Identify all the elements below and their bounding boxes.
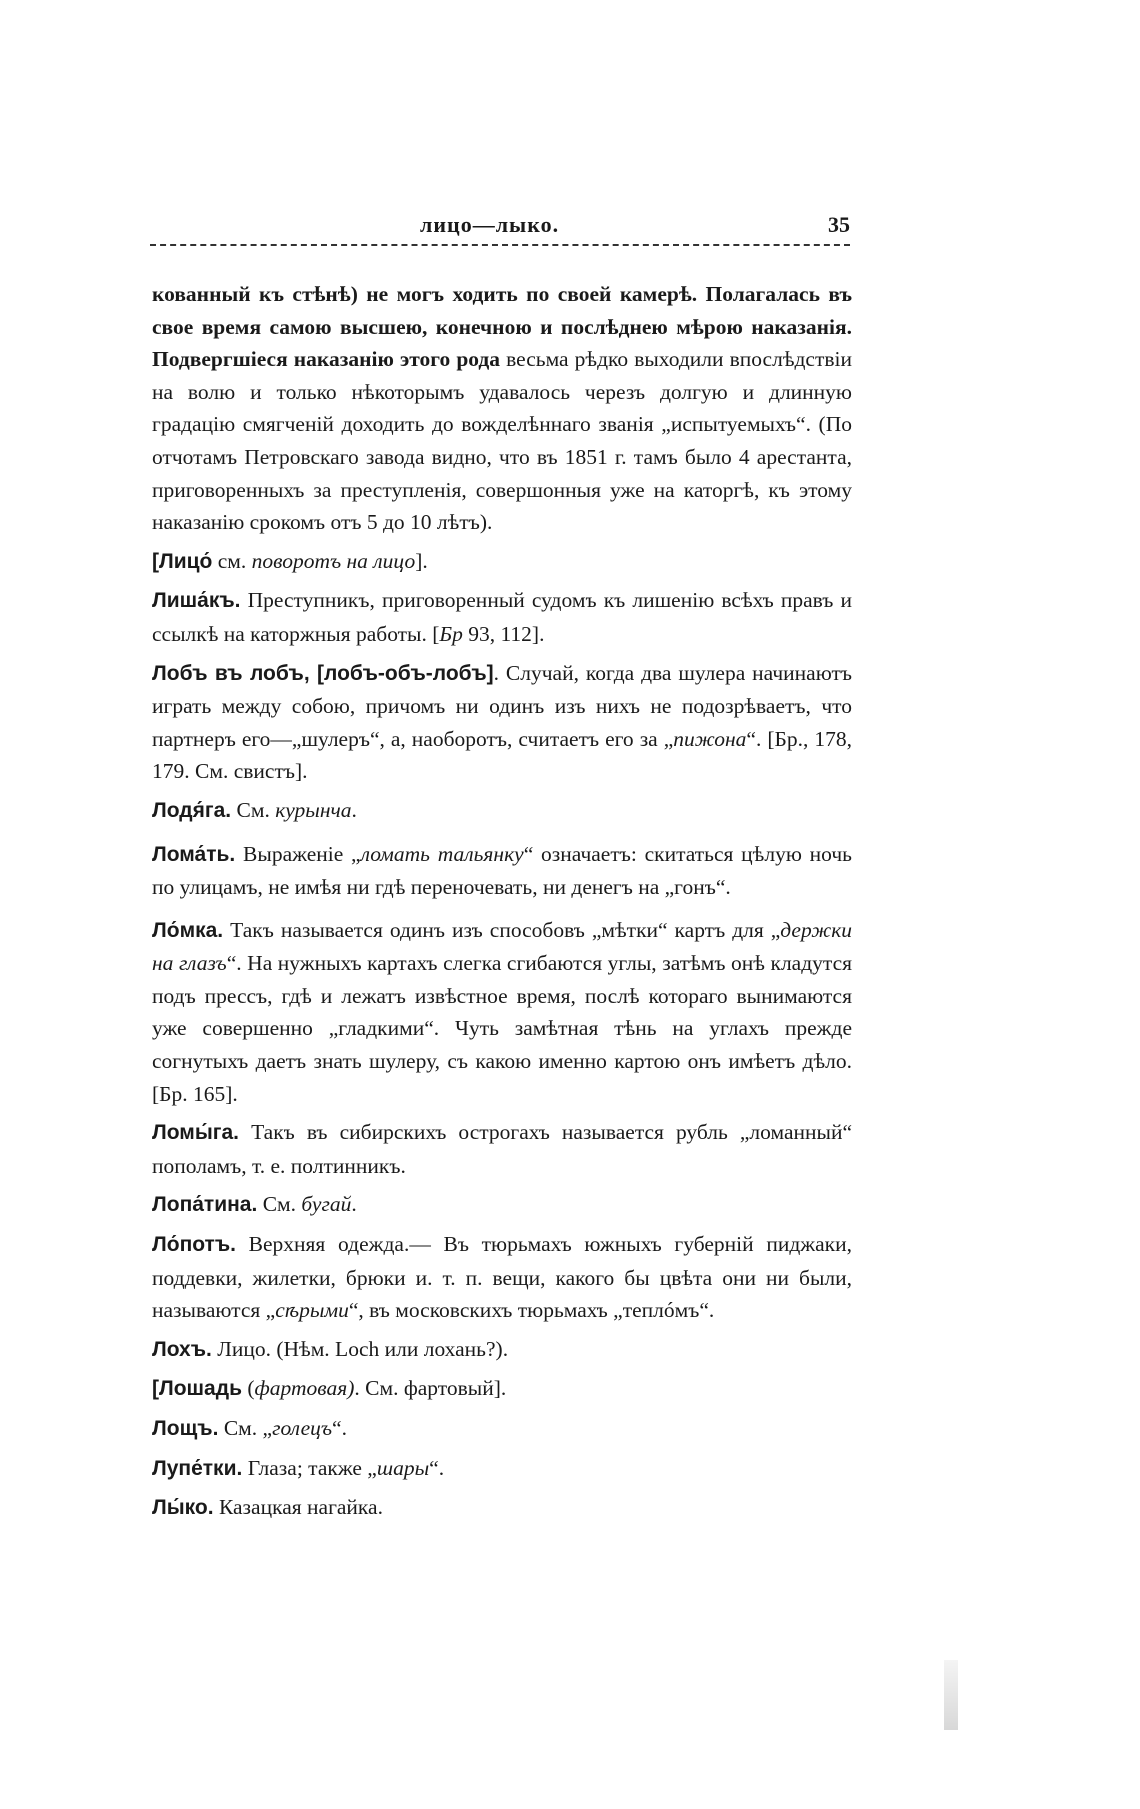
entry-definition: Такъ въ сибирскихъ острогахъ называется рубль „ломанный“ пополамъ, т. е. полтинникъ. [152,1120,852,1178]
entry-definition: см. [212,548,252,573]
headword: Лобъ въ лобъ, [лобъ-объ-лобъ] [152,661,494,685]
entry-lupetki [152,1452,852,1486]
continued-entry-normal: весьма рѣдко выходили впослѣдствіи на волю и только нѣкоторымъ удавалось черезъ долгую и длинную градацію смягченій доходить до вожделѣннаго званія „испытуемыхъ“. (По отчотамъ Петровскаго завода видно, что въ 1851 г. тамъ было 4 арестанта, приговоренныхъ за преступленія, совершонныя уже на каторгѣ, къ этому наказанію срокомъ отъ 5 до 10 лѣтъ). [152,347,853,535]
headword: Лома́ть. [152,842,236,866]
entry-definition: См. [257,1192,302,1217]
continued-entry-bold: кованный къ стѣнѣ) не могъ ходить по своей камерѣ. Полагалась въ свое время самою высшею, конечною и послѣднею мѣрою наказанія. Подвергшіеся наказанію этого рода [152,282,852,372]
entry-definition: См. [231,797,276,822]
header-rule [150,244,850,246]
entry-lomyga [152,1116,852,1182]
entry-definition: Верхняя одежда.— Въ тюрьмахъ южныхъ губерній пиджаки, поддевки, жилетки, брюки и. т. п. вещи, какого бы цвѣта они ни были, называются „ [152,1232,852,1323]
dictionary-text [152,278,852,1525]
scan-shadow [944,1660,958,1730]
headword: Лодя́га. [152,798,232,822]
headword: Ло́мка. [152,918,224,942]
entry-definition: См. „ [218,1416,273,1440]
entry-lob-v-lob [152,657,852,788]
entry-tail: . См. фартовый]. [354,1376,507,1401]
headword: Лохъ. [152,1337,212,1361]
entry-tail: “. [Бр., 178, 179. См. свистъ]. [152,726,852,784]
entry-reference: курынча [275,797,352,822]
headword: Лупе́тки. [152,1456,243,1480]
entry-lopot [152,1228,852,1327]
headword: Лы́ко. [152,1496,214,1520]
entry-lokh [152,1333,852,1367]
entry-definition: . Случай, когда два шулера начинаютъ играть между собою, причомъ ни одинъ изъ нихъ не подозрѣваетъ, что партнеръ его—„шулеръ“, а, наоборотъ, считаетъ его за „ [152,660,852,751]
entry-reference: сѣрыми [275,1298,349,1323]
running-head: лицо—лыко. [420,212,560,237]
entry-reference: шары [376,1455,430,1480]
entry-litso [152,545,852,579]
entry-tail: 93, 112]. [462,621,545,646]
entry-definition: Такъ называется одинъ изъ способовъ „мѣтки“ картъ для „ [223,917,781,942]
entry-definition: Выраженіе „ [235,841,361,866]
entry-lishak [152,584,852,650]
entry-reference: ломать тальянку [360,841,524,866]
headword: Ломы́га. [152,1121,240,1145]
entry-definition: Глаза; также „ [242,1455,377,1480]
entry-reference: поворотъ на лицо [251,548,416,573]
entry-reference: бугай [301,1192,352,1217]
entry-reference: пижона [673,726,747,751]
entry-reference: Бр [439,621,463,646]
entry-loshad [152,1372,852,1406]
entry-tail: “ означаетъ: скитаться цѣлую ночь по улицамъ, не имѣя ни гдѣ переночевать, ни денегъ на „гонъ“. [152,841,852,900]
entry-tail: “. На нужныхъ картахъ слегка сгибаются углы, затѣмъ онѣ кладутся подъ прессъ, гдѣ и лежатъ извѣстное время, послѣ котораго вынимаются уже совершенно „гладкими“. Чуть замѣтная тѣнь на углахъ прежде согнутыхъ даетъ знать шулеру, съ какою именно картою онъ имѣетъ дѣло. [Бр. 165]. [152,951,852,1106]
entry-definition: Казацкая нагайка. [213,1495,383,1520]
entry-reference: фартовая) [254,1376,355,1401]
entry-tail: . [351,797,357,822]
entry-tail: “, въ московскихъ тюрьмахъ „теплóмъ“. [348,1298,715,1323]
entry-tail: “. [429,1455,445,1480]
headword: Лощъ. [152,1417,219,1440]
entry-lopatina [152,1188,852,1222]
page-number: 35 [828,212,850,237]
entry-reference: голецъ [272,1416,333,1440]
entry-loshch [152,1412,852,1446]
entry-definition: ( [241,1376,255,1401]
headword: [Лицо́ [152,549,213,573]
entry-tail: ]. [415,548,428,573]
entry-lomat [152,838,852,904]
headword: [Лошадь [152,1377,242,1401]
entry-definition: Лицо. (Нѣм. Loch или лохань?). [211,1336,509,1361]
entry-tail: . [351,1192,357,1217]
headword: Лопа́тина. [152,1193,258,1217]
headword: Лиша́къ. [152,589,241,613]
continued-entry-text [152,278,852,539]
entry-definition: Преступникъ, приговоренный судомъ къ лишенію всѣхъ правъ и ссылкѣ на каторжныя работы. [ [152,588,852,646]
page-header [150,212,850,248]
entry-tail: “. [332,1416,347,1440]
entry-lomka [152,914,852,1111]
headword: Ло́потъ. [152,1233,236,1257]
entry-lyko [152,1491,852,1525]
entry-lodyaga [152,794,852,828]
entry-reference: держки на глазъ [152,917,852,976]
